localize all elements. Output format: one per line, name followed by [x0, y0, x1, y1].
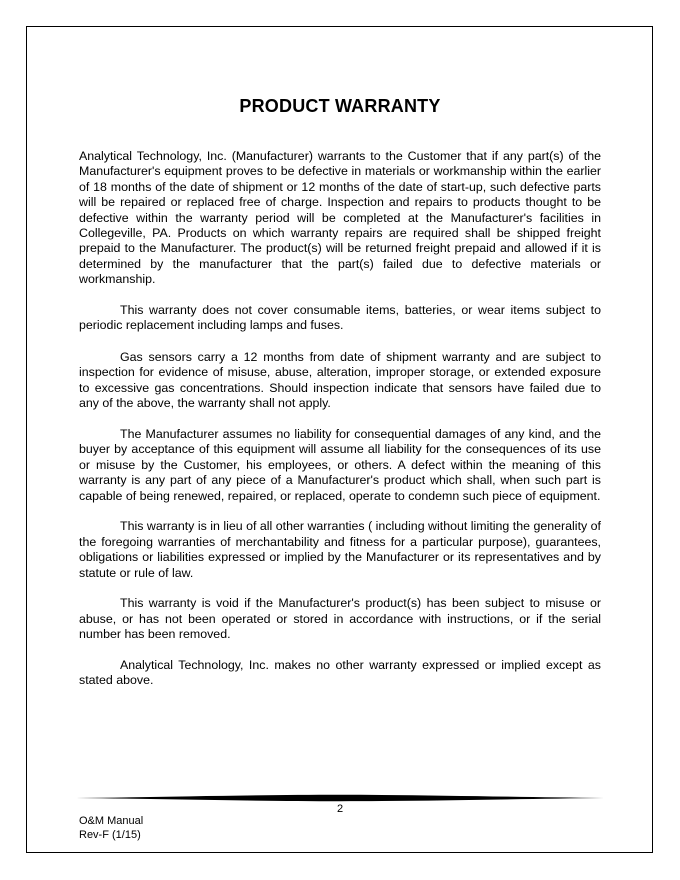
page-number: 2: [336, 803, 344, 815]
paragraph-manufacturer-warranty: Analytical Technology, Inc. (Manufacturer) warrants to the Customer that if any part(s) of the Manufacturer's equipment proves to be defective in materials or workmanship within the earlier of 18 months of the date of shipment or 12 months of the date of start-up, such defective parts will be repaired or replaced free of charge. Inspection and repairs to products thought to be defective within the warranty period will be completed at the Manufacturer's facilities in Collegeville, PA. Products on which warranty repairs are required shall be shipped freight prepaid to the Manufacturer. The product(s) will be returned freight prepaid and allowed if it is determined by the manufacturer that the part(s) failed due to defective materials or workmanship.: [79, 149, 601, 287]
paragraph-consumables: This warranty does not cover consumable items, batteries, or wear items subject to periodic replacement including lamps and fuses.: [79, 303, 601, 333]
revision-label: Rev-F (1/15): [79, 829, 141, 841]
footer-rule: [76, 793, 604, 803]
paragraph-liability: The Manufacturer assumes no liability for consequential damages of any kind, and the buyer by acceptance of this equipment will assume all liability for the consequences of its use or misuse by the Customer, his employees, or others. A defect within the meaning of this warranty is any part of any piece of a Manufacturer's product which shall, when such part is capable of being renewed, repaired, or replaced, operate to condemn such piece of equipment.: [79, 426, 601, 503]
page-title: PRODUCT WARRANTY: [239, 96, 441, 116]
manual-name: O&M Manual: [79, 815, 144, 827]
warranty-body: [79, 149, 601, 704]
paragraph-no-other-warranty: Analytical Technology, Inc. makes no other warranty expressed or implied except as stated above.: [79, 657, 601, 688]
paragraph-void-conditions: This warranty is void if the Manufacturer's product(s) has been subject to misuse or abuse, or has not been operated or stored in accordance with instructions, or if the serial number has been removed.: [79, 596, 601, 642]
paragraph-gas-sensors: Gas sensors carry a 12 months from date of shipment warranty and are subject to inspection for evidence of misuse, abuse, alteration, improper storage, or extended exposure to excessive gas concentrations. Should inspection indicate that sensors have failed due to any of the above, the warranty shall not apply.: [79, 349, 601, 411]
footer-document-info: [79, 814, 143, 842]
paragraph-exclusive-warranty: This warranty is in lieu of all other warranties ( including without limiting the generality of the foregoing warranties of merchantability and fitness for a particular purpose), guarantees, obligations or liabilities expressed or implied by the Manufacturer or its representatives and by statute or rule of law.: [79, 519, 601, 580]
